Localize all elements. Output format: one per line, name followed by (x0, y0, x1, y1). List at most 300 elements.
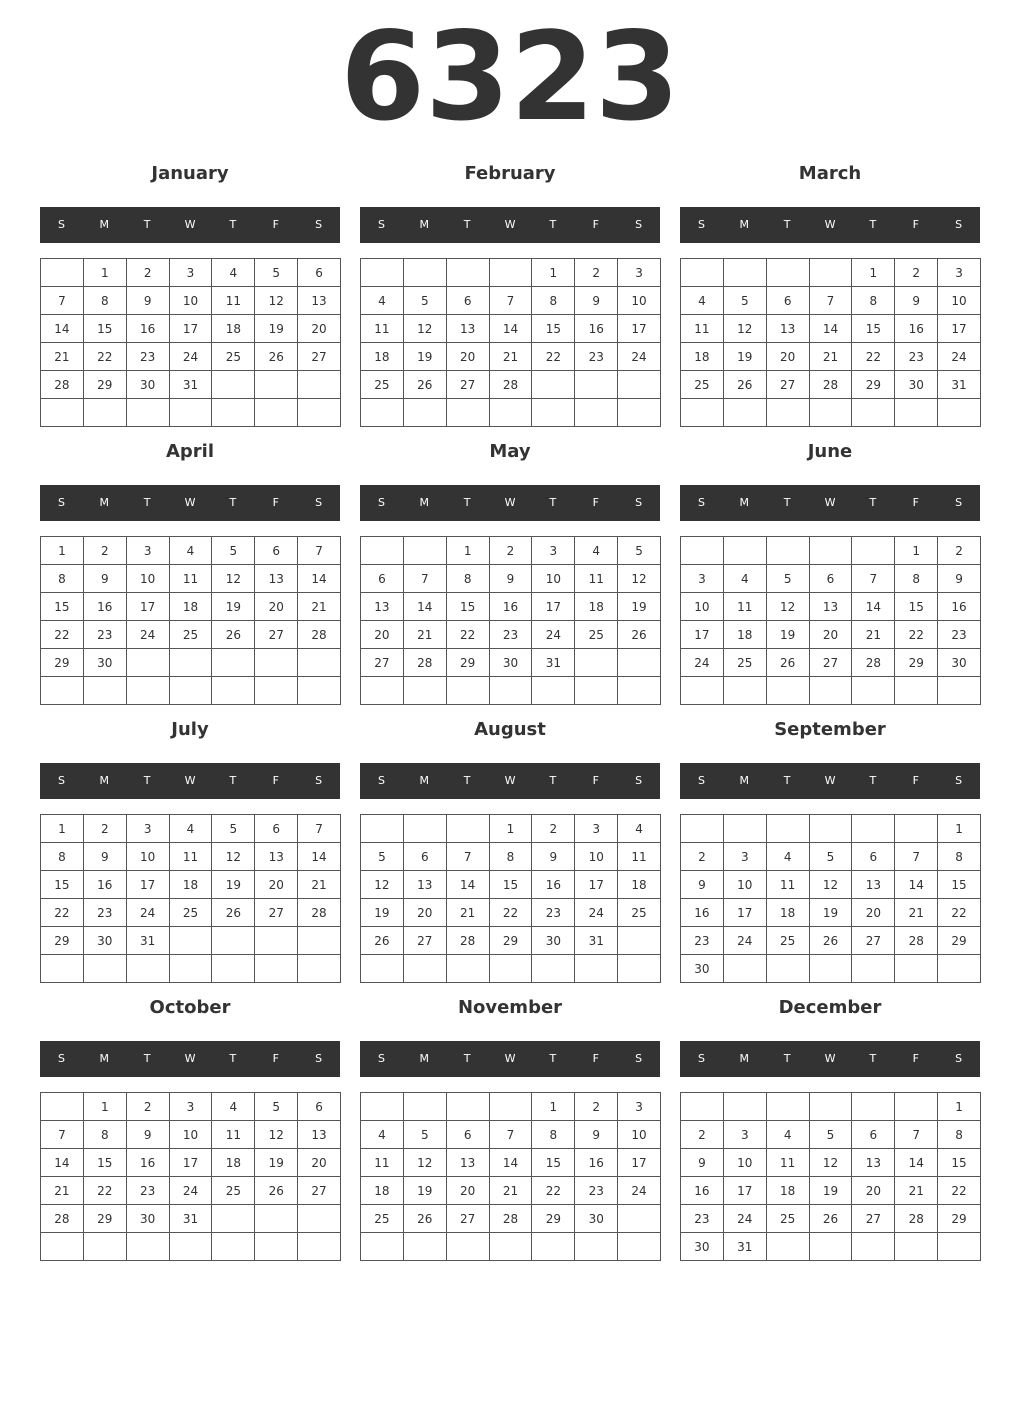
day-cell (724, 537, 767, 565)
weekday-label: S (635, 774, 643, 787)
weekday-label: T (463, 218, 471, 231)
day-cell: 2 (681, 1121, 724, 1149)
day-cell: 20 (447, 1177, 490, 1205)
day-cell: 12 (404, 315, 447, 343)
weekday-label: T (783, 1052, 791, 1065)
day-cell (41, 955, 84, 983)
day-cell: 28 (490, 371, 533, 399)
day-cell: 10 (127, 843, 170, 871)
day-cell: 17 (724, 899, 767, 927)
weekday-label: T (783, 218, 791, 231)
weekday-header (40, 1041, 340, 1077)
day-cell: 17 (127, 593, 170, 621)
day-cell: 14 (41, 315, 84, 343)
day-cell: 1 (41, 815, 84, 843)
day-cell: 16 (127, 1149, 170, 1177)
day-cell: 13 (447, 1149, 490, 1177)
day-cell: 12 (810, 871, 853, 899)
day-cell: 27 (852, 927, 895, 955)
day-cell: 5 (810, 843, 853, 871)
day-cell (852, 399, 895, 427)
day-cell: 16 (938, 593, 981, 621)
day-grid (40, 258, 341, 427)
day-cell: 6 (447, 287, 490, 315)
day-cell: 19 (724, 343, 767, 371)
day-cell: 30 (84, 927, 127, 955)
day-cell (298, 649, 341, 677)
day-cell (404, 955, 447, 983)
day-cell: 18 (361, 343, 404, 371)
day-cell: 10 (170, 287, 213, 315)
day-cell: 25 (724, 649, 767, 677)
day-cell (938, 955, 981, 983)
day-cell: 21 (895, 899, 938, 927)
day-cell: 1 (938, 1093, 981, 1121)
day-cell: 4 (170, 815, 213, 843)
day-cell: 16 (84, 593, 127, 621)
day-cell (212, 1233, 255, 1261)
day-cell: 17 (170, 315, 213, 343)
day-cell: 15 (532, 1149, 575, 1177)
day-cell: 20 (852, 899, 895, 927)
day-cell: 9 (127, 1121, 170, 1149)
day-cell: 23 (575, 1177, 618, 1205)
day-cell: 6 (810, 565, 853, 593)
day-cell: 18 (170, 871, 213, 899)
day-cell: 7 (404, 565, 447, 593)
weekday-label: T (869, 774, 877, 787)
day-cell: 9 (127, 287, 170, 315)
day-cell: 13 (852, 1149, 895, 1177)
day-cell (895, 1233, 938, 1261)
day-cell: 18 (681, 343, 724, 371)
day-cell: 7 (298, 537, 341, 565)
day-cell (255, 955, 298, 983)
day-cell: 24 (681, 649, 724, 677)
weekday-label: F (272, 496, 279, 509)
day-cell (895, 677, 938, 705)
day-cell: 8 (41, 565, 84, 593)
day-cell (212, 677, 255, 705)
day-cell: 18 (767, 899, 810, 927)
day-cell: 3 (127, 537, 170, 565)
day-cell: 30 (490, 649, 533, 677)
day-cell: 25 (212, 1177, 255, 1205)
weekday-label: M (419, 774, 430, 787)
weekday-label: T (783, 774, 791, 787)
day-cell: 25 (767, 1205, 810, 1233)
day-cell: 11 (681, 315, 724, 343)
day-cell: 30 (127, 371, 170, 399)
day-cell: 5 (255, 1093, 298, 1121)
day-cell (447, 677, 490, 705)
day-cell: 5 (618, 537, 661, 565)
day-cell: 4 (361, 1121, 404, 1149)
day-cell: 6 (404, 843, 447, 871)
day-cell (447, 955, 490, 983)
day-cell (490, 1233, 533, 1261)
day-cell: 20 (447, 343, 490, 371)
day-cell (212, 1205, 255, 1233)
day-cell: 21 (447, 899, 490, 927)
day-cell (404, 677, 447, 705)
day-cell: 22 (852, 343, 895, 371)
day-cell: 21 (41, 1177, 84, 1205)
day-cell: 8 (84, 1121, 127, 1149)
day-cell (361, 399, 404, 427)
day-cell (810, 815, 853, 843)
day-cell: 21 (895, 1177, 938, 1205)
day-cell: 7 (41, 1121, 84, 1149)
day-cell (212, 399, 255, 427)
weekday-label: T (869, 1052, 877, 1065)
day-cell (810, 955, 853, 983)
day-cell: 10 (532, 565, 575, 593)
day-cell: 2 (490, 537, 533, 565)
day-cell (767, 537, 810, 565)
day-cell: 10 (575, 843, 618, 871)
weekday-label: F (912, 1052, 919, 1065)
day-cell: 29 (938, 927, 981, 955)
day-cell: 23 (895, 343, 938, 371)
day-cell (618, 1205, 661, 1233)
day-grid (360, 814, 661, 983)
weekday-label: M (99, 218, 110, 231)
day-cell: 24 (724, 927, 767, 955)
day-cell: 11 (212, 1121, 255, 1149)
day-cell (810, 399, 853, 427)
day-cell: 25 (575, 621, 618, 649)
day-cell: 4 (575, 537, 618, 565)
day-cell (298, 1205, 341, 1233)
day-cell: 27 (447, 1205, 490, 1233)
day-cell: 19 (212, 593, 255, 621)
day-cell: 8 (41, 843, 84, 871)
day-cell (41, 259, 84, 287)
weekday-label: S (57, 218, 65, 231)
day-cell (170, 399, 213, 427)
day-cell: 16 (532, 871, 575, 899)
day-cell: 24 (127, 899, 170, 927)
day-cell: 16 (84, 871, 127, 899)
month-name: April (165, 441, 215, 462)
weekday-label: S (315, 496, 323, 509)
day-cell: 23 (84, 899, 127, 927)
day-cell: 9 (575, 287, 618, 315)
day-cell: 17 (681, 621, 724, 649)
day-cell: 25 (618, 899, 661, 927)
weekday-label: M (99, 496, 110, 509)
day-cell: 30 (127, 1205, 170, 1233)
weekday-label: W (184, 496, 196, 509)
day-cell: 16 (575, 315, 618, 343)
day-cell: 17 (127, 871, 170, 899)
weekday-label: T (463, 1052, 471, 1065)
day-cell (852, 537, 895, 565)
day-cell: 12 (724, 315, 767, 343)
day-cell: 12 (404, 1149, 447, 1177)
day-cell: 5 (767, 565, 810, 593)
day-cell: 21 (298, 871, 341, 899)
day-cell: 28 (404, 649, 447, 677)
month-name: October (149, 997, 231, 1018)
weekday-label: T (869, 496, 877, 509)
day-cell: 11 (361, 315, 404, 343)
weekday-label: W (504, 496, 516, 509)
day-cell: 29 (852, 371, 895, 399)
day-cell: 4 (681, 287, 724, 315)
day-cell: 26 (255, 343, 298, 371)
day-cell (404, 399, 447, 427)
day-cell: 10 (618, 287, 661, 315)
month-name: December (778, 997, 882, 1018)
day-cell (852, 677, 895, 705)
day-cell: 28 (41, 1205, 84, 1233)
day-cell: 6 (852, 1121, 895, 1149)
weekday-label: F (592, 1052, 599, 1065)
weekday-label: W (184, 774, 196, 787)
day-cell: 29 (84, 1205, 127, 1233)
day-cell: 18 (170, 593, 213, 621)
day-cell: 11 (767, 1149, 810, 1177)
day-cell: 18 (212, 315, 255, 343)
day-cell: 8 (447, 565, 490, 593)
day-cell: 1 (938, 815, 981, 843)
day-cell: 28 (298, 899, 341, 927)
weekday-label: T (229, 774, 237, 787)
day-cell (127, 677, 170, 705)
day-cell: 17 (618, 315, 661, 343)
day-cell: 1 (895, 537, 938, 565)
day-cell (810, 537, 853, 565)
day-cell: 9 (84, 565, 127, 593)
weekday-label: T (549, 774, 557, 787)
day-cell: 14 (447, 871, 490, 899)
day-cell (575, 649, 618, 677)
day-cell: 13 (298, 1121, 341, 1149)
day-cell: 2 (938, 537, 981, 565)
weekday-label: M (739, 1052, 750, 1065)
day-cell: 20 (361, 621, 404, 649)
day-cell: 7 (41, 287, 84, 315)
day-cell: 16 (127, 315, 170, 343)
day-cell: 10 (170, 1121, 213, 1149)
day-cell: 29 (895, 649, 938, 677)
weekday-label: T (869, 218, 877, 231)
day-cell (447, 1093, 490, 1121)
day-cell: 23 (84, 621, 127, 649)
day-cell (724, 399, 767, 427)
day-cell (618, 399, 661, 427)
weekday-label: S (315, 1052, 323, 1065)
weekday-header (680, 763, 980, 799)
weekday-label: T (229, 496, 237, 509)
day-cell: 24 (575, 899, 618, 927)
day-cell (767, 399, 810, 427)
day-cell: 9 (895, 287, 938, 315)
weekday-label: S (697, 496, 705, 509)
day-cell (84, 399, 127, 427)
day-cell: 12 (361, 871, 404, 899)
day-cell: 21 (490, 1177, 533, 1205)
day-cell: 11 (575, 565, 618, 593)
day-cell: 14 (298, 843, 341, 871)
weekday-label: F (272, 1052, 279, 1065)
day-cell: 3 (724, 1121, 767, 1149)
day-cell: 2 (84, 537, 127, 565)
day-cell: 18 (361, 1177, 404, 1205)
day-cell (298, 399, 341, 427)
weekday-header (680, 1041, 980, 1077)
day-cell (170, 1233, 213, 1261)
weekday-label: S (57, 774, 65, 787)
day-cell (575, 1233, 618, 1261)
day-cell: 9 (681, 1149, 724, 1177)
day-cell: 12 (767, 593, 810, 621)
day-cell (681, 259, 724, 287)
month-name: September (774, 719, 886, 740)
day-cell: 15 (84, 315, 127, 343)
month-name: July (171, 719, 209, 740)
day-cell: 1 (41, 537, 84, 565)
day-cell (767, 955, 810, 983)
day-cell: 21 (810, 343, 853, 371)
day-cell: 30 (895, 371, 938, 399)
day-cell: 23 (127, 343, 170, 371)
day-cell: 6 (767, 287, 810, 315)
day-cell (724, 677, 767, 705)
day-cell (41, 677, 84, 705)
day-cell (532, 677, 575, 705)
day-cell: 22 (447, 621, 490, 649)
day-cell: 6 (852, 843, 895, 871)
day-cell: 22 (41, 899, 84, 927)
day-cell: 5 (255, 259, 298, 287)
weekday-label: F (272, 218, 279, 231)
day-cell: 17 (575, 871, 618, 899)
day-cell: 26 (255, 1177, 298, 1205)
day-cell: 23 (938, 621, 981, 649)
day-cell (255, 927, 298, 955)
day-cell: 31 (532, 649, 575, 677)
day-cell (127, 955, 170, 983)
day-grid (40, 536, 341, 705)
day-cell: 29 (938, 1205, 981, 1233)
day-cell (447, 259, 490, 287)
day-cell: 3 (575, 815, 618, 843)
day-cell (532, 399, 575, 427)
weekday-header (680, 485, 980, 521)
day-cell: 27 (298, 1177, 341, 1205)
day-cell (127, 1233, 170, 1261)
day-cell (767, 259, 810, 287)
day-cell: 6 (447, 1121, 490, 1149)
weekday-header (40, 485, 340, 521)
day-cell: 8 (938, 1121, 981, 1149)
day-cell: 7 (447, 843, 490, 871)
day-cell: 16 (490, 593, 533, 621)
weekday-label: W (824, 218, 836, 231)
month-name: January (151, 163, 229, 184)
day-cell: 11 (724, 593, 767, 621)
weekday-label: W (184, 218, 196, 231)
day-cell: 23 (681, 927, 724, 955)
day-cell (532, 371, 575, 399)
day-cell: 15 (84, 1149, 127, 1177)
day-cell: 24 (170, 1177, 213, 1205)
day-cell: 5 (361, 843, 404, 871)
day-grid (680, 814, 981, 983)
day-cell: 26 (618, 621, 661, 649)
day-cell: 30 (575, 1205, 618, 1233)
day-cell (490, 399, 533, 427)
day-cell (852, 1093, 895, 1121)
day-cell (618, 927, 661, 955)
day-cell (212, 927, 255, 955)
weekday-label: S (377, 774, 385, 787)
day-cell: 3 (170, 259, 213, 287)
day-cell: 9 (532, 843, 575, 871)
day-cell: 8 (895, 565, 938, 593)
day-cell: 4 (724, 565, 767, 593)
day-cell: 22 (84, 343, 127, 371)
day-cell (298, 1233, 341, 1261)
day-cell: 9 (681, 871, 724, 899)
day-cell (852, 1233, 895, 1261)
day-cell: 15 (938, 871, 981, 899)
day-cell: 23 (681, 1205, 724, 1233)
weekday-label: T (229, 218, 237, 231)
day-cell: 17 (170, 1149, 213, 1177)
day-cell (170, 955, 213, 983)
day-cell: 26 (212, 621, 255, 649)
day-cell (361, 955, 404, 983)
day-cell: 29 (447, 649, 490, 677)
day-cell: 25 (767, 927, 810, 955)
day-cell: 19 (212, 871, 255, 899)
day-cell: 13 (361, 593, 404, 621)
day-cell: 31 (938, 371, 981, 399)
day-cell: 11 (618, 843, 661, 871)
weekday-label: S (377, 1052, 385, 1065)
day-cell: 24 (170, 343, 213, 371)
day-cell (255, 1233, 298, 1261)
weekday-label: T (549, 1052, 557, 1065)
weekday-label: F (272, 774, 279, 787)
weekday-label: S (377, 496, 385, 509)
day-cell: 29 (41, 649, 84, 677)
day-cell: 9 (938, 565, 981, 593)
day-cell: 3 (618, 1093, 661, 1121)
day-cell: 24 (618, 1177, 661, 1205)
day-cell (618, 677, 661, 705)
day-cell: 26 (212, 899, 255, 927)
day-cell: 12 (212, 565, 255, 593)
weekday-header (360, 485, 660, 521)
day-cell: 17 (938, 315, 981, 343)
day-cell: 20 (767, 343, 810, 371)
day-cell: 29 (84, 371, 127, 399)
day-cell: 26 (404, 1205, 447, 1233)
day-cell: 15 (938, 1149, 981, 1177)
day-cell: 7 (490, 1121, 533, 1149)
day-cell: 22 (84, 1177, 127, 1205)
day-cell: 14 (852, 593, 895, 621)
day-cell: 28 (895, 1205, 938, 1233)
day-cell: 11 (361, 1149, 404, 1177)
day-cell (618, 371, 661, 399)
day-cell: 13 (404, 871, 447, 899)
